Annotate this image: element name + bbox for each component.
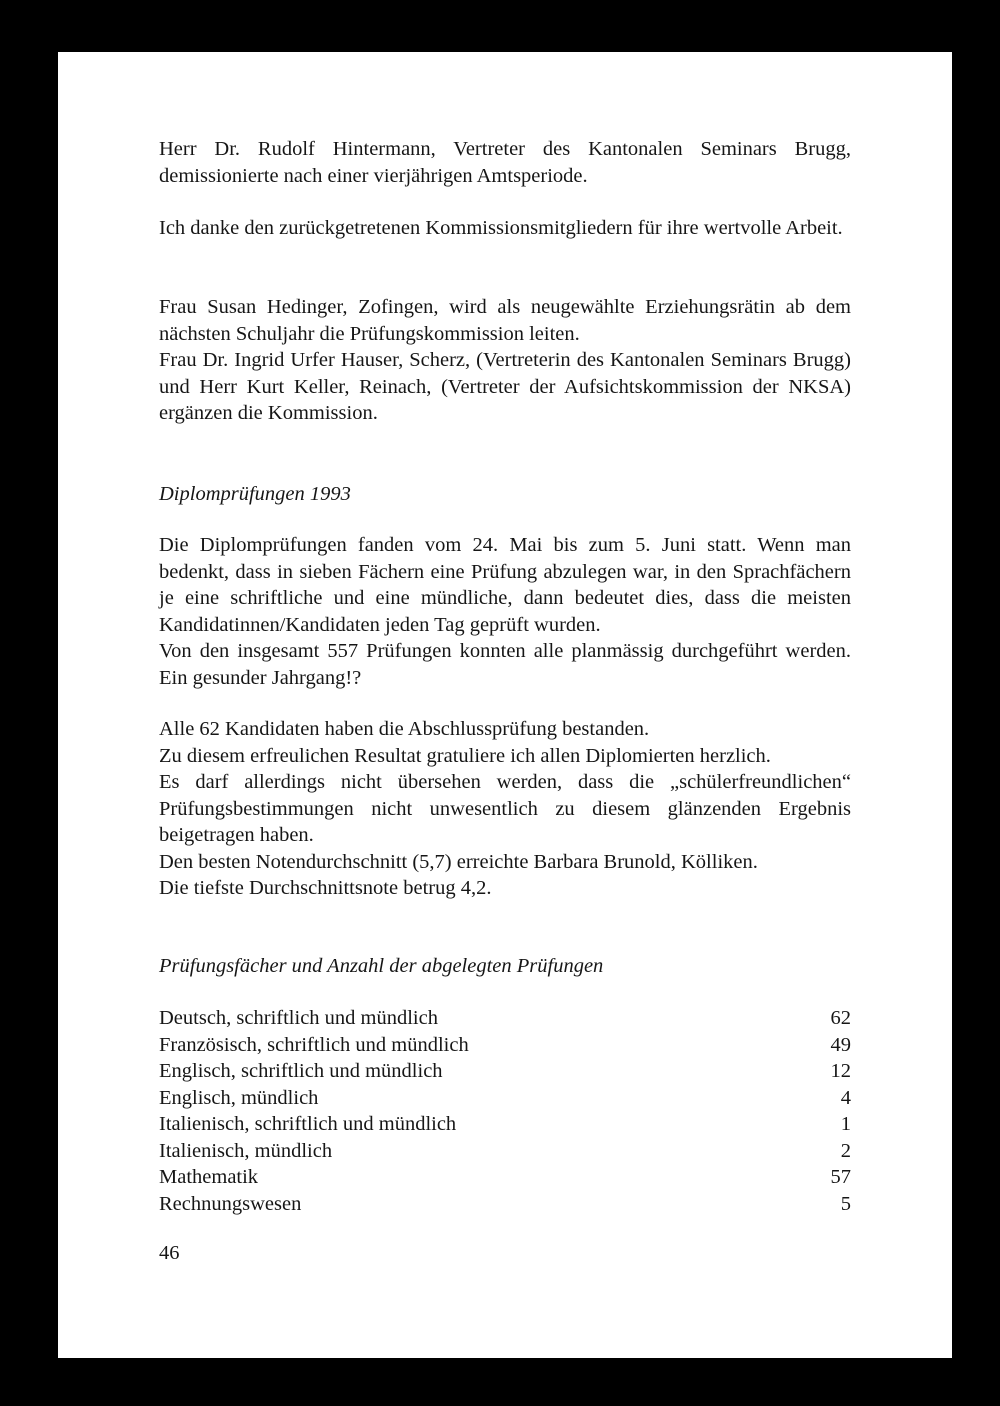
document-page	[58, 52, 952, 1358]
exam-count: 12	[830, 1060, 851, 1082]
table-row	[159, 1058, 851, 1085]
table-row	[159, 1111, 851, 1138]
paragraph-urfer-keller: Frau Dr. Ingrid Urfer Hauser, Scherz, (Vertreterin des Kantonalen Seminars Brugg) und Herr Kurt Keller, Reinach, (Vertreter der Aufsichtskommission der NKSA) ergänzen die Kommission.	[159, 349, 851, 424]
paragraph-bester-durchschnitt: Den besten Notendurchschnitt (5,7) erreichte Barbara Brunold, Kölliken.	[159, 850, 758, 873]
paragraph-hintermann: Herr Dr. Rudolf Hintermann, Vertreter des Kantonalen Seminars Brugg, demissionierte nach einer vierjährigen Amtsperiode.	[159, 138, 851, 187]
exam-count: 2	[840, 1139, 851, 1162]
subject-label: Englisch, schriftlich und mündlich	[159, 1060, 443, 1082]
exam-count: 49	[830, 1033, 851, 1056]
subject-label: Italienisch, mündlich	[159, 1139, 333, 1162]
subject-label: Rechnungswesen	[159, 1192, 302, 1215]
results-section	[159, 716, 851, 902]
exam-subjects-table	[159, 1005, 851, 1217]
paragraph-pruefungsdaten: Die Diplomprüfungen fanden vom 24. Mai bis zum 5. Juni statt. Wenn man bedenkt, dass in sieben Fächern eine Prüfung abzulegen war, in den Sprachfächern je eine schriftliche und eine mündliche, dann bedeutet dies, dass die meisten Kandidatinnen/Kandidaten jeden Tag geprüft wurden.	[159, 534, 851, 636]
page-number: 46	[159, 1242, 180, 1264]
subject-label: Französisch, schriftlich und mündlich	[159, 1033, 469, 1056]
exam-count: 4	[840, 1086, 851, 1109]
table-row	[159, 1085, 851, 1112]
exam-count: 5	[840, 1192, 851, 1215]
exam-count: 1	[840, 1113, 851, 1135]
paragraph-bestanden: Alle 62 Kandidaten haben die Abschlussprüfung bestanden.	[159, 718, 650, 740]
table-row	[159, 1164, 851, 1191]
paragraph-hedinger: Frau Susan Hedinger, Zofingen, wird als neugewählte Erziehungsrätin ab dem nächsten Schuljahr die Prüfungskommission leiten.	[159, 296, 851, 345]
subject-label: Deutsch, schriftlich und mündlich	[159, 1007, 438, 1029]
paragraph-557-pruefungen: Von den insgesamt 557 Prüfungen konnten alle planmässig durchgeführt werden. Ein gesunder Jahrgang!?	[159, 640, 851, 689]
table-row	[159, 1005, 851, 1032]
subject-label: Englisch, mündlich	[159, 1086, 319, 1109]
paragraph-bestimmungen: Es darf allerdings nicht übersehen werden, dass die „schülerfreundlichen“ Prüfungsbestimmungen nicht unwesentlich zu diesem glänzenden Ergebnis beigetragen haben.	[159, 771, 851, 846]
table-row	[159, 1032, 851, 1059]
table-row	[159, 1191, 851, 1218]
paragraph-tiefste-note: Die tiefste Durchschnittsnote betrug 4,2.	[159, 877, 492, 899]
paragraph-thanks: Ich danke den zurückgetretenen Kommissionsmitgliedern für ihre wertvolle Arbeit.	[159, 217, 843, 239]
subject-label: Mathematik	[159, 1166, 259, 1188]
heading-pruefungsfaecher: Prüfungsfächer und Anzahl der abgelegten Prüfungen	[159, 955, 604, 977]
table-row	[159, 1138, 851, 1165]
exam-count: 62	[830, 1007, 851, 1029]
exam-count: 57	[830, 1166, 851, 1188]
heading-diplompruefungen: Diplomprüfungen 1993	[159, 483, 351, 505]
subject-label: Italienisch, schriftlich und mündlich	[159, 1113, 457, 1135]
paragraph-gratulation: Zu diesem erfreulichen Resultat gratuliere ich allen Diplomierten herzlich.	[159, 744, 771, 767]
